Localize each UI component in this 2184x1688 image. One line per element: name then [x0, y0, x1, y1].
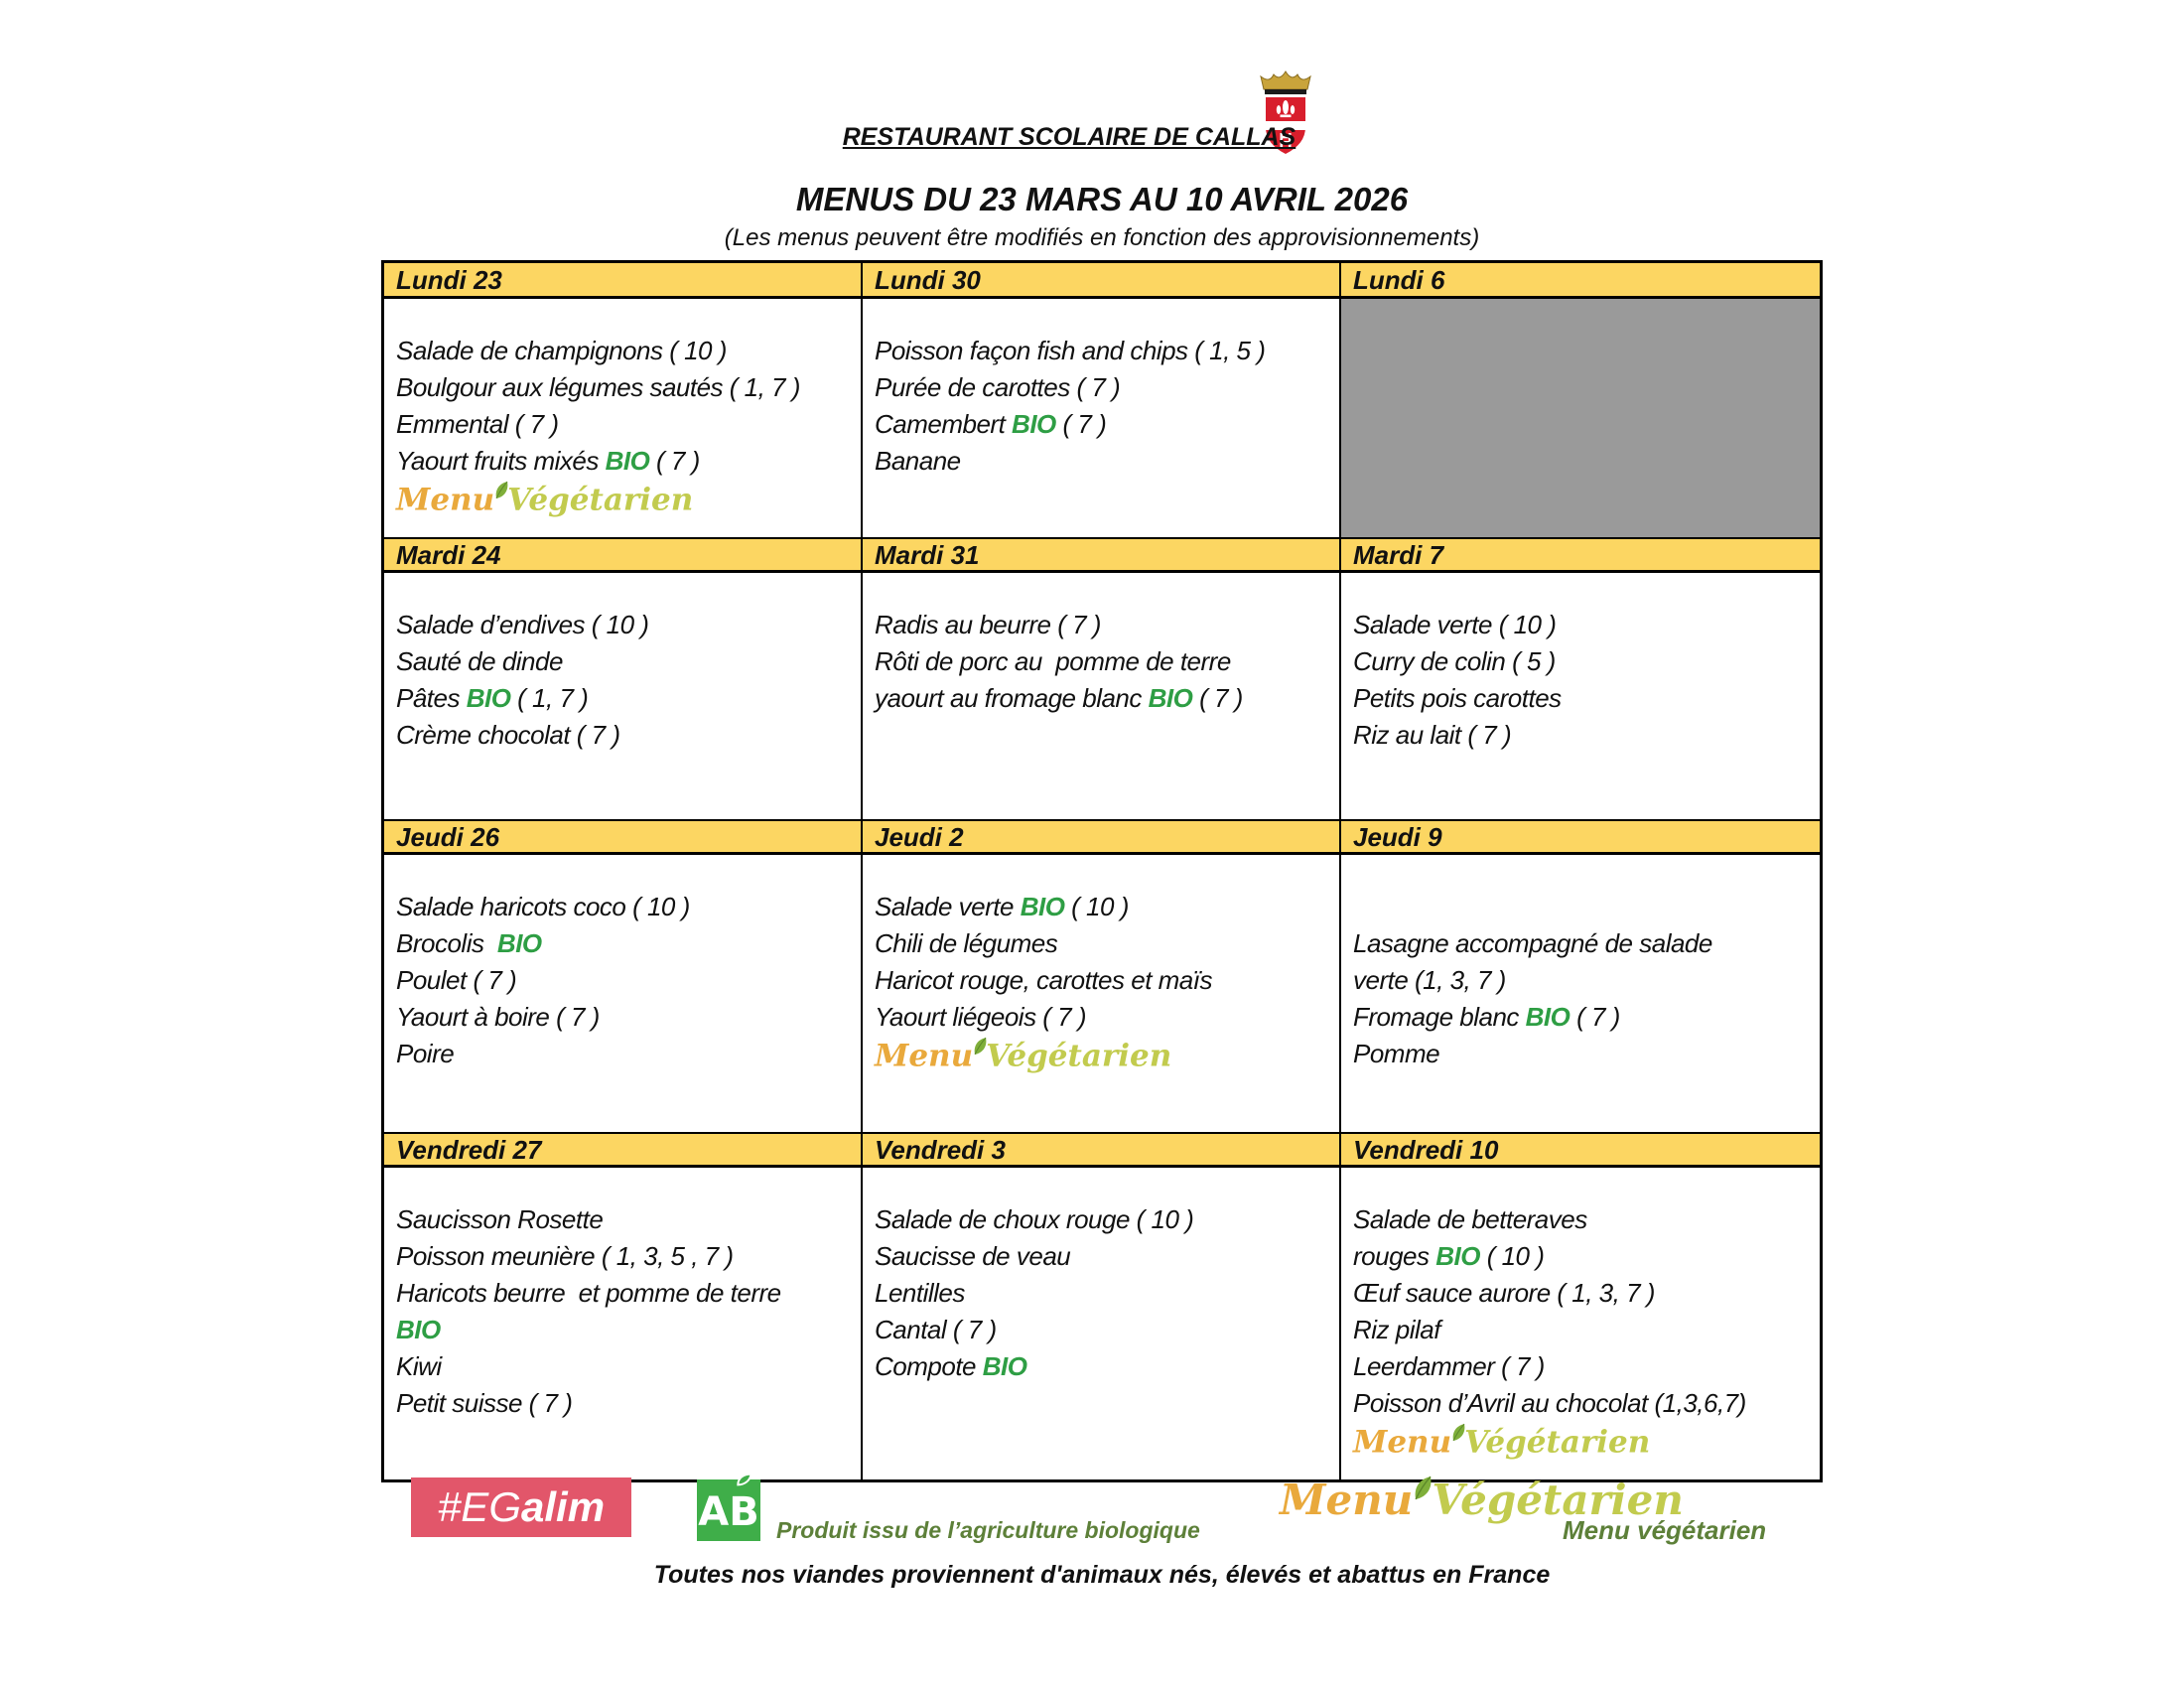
menu-cell — [1341, 573, 1820, 819]
menu-line: Riz pilaf — [1353, 1315, 1440, 1344]
veg-logo-word-menu: Menu — [1280, 1476, 1414, 1524]
bio-label: BIO — [1012, 409, 1056, 439]
meat-origin-note: Toutes nos viandes proviennent d'animaux nés, élevés et abattus en France — [653, 1561, 1551, 1589]
menu-line: Riz au lait ( 7 ) — [1353, 720, 1512, 750]
menu-cell-empty — [1341, 299, 1820, 537]
menu-line: Boulgour aux légumes sautés ( 1, 7 ) — [396, 372, 800, 402]
day-header: Vendredi 10 — [1341, 1132, 1820, 1168]
veg-legend-text: Menu végétarien — [1563, 1515, 1767, 1545]
menu-line: Yaourt à boire ( 7 ) — [396, 1002, 600, 1032]
menu-line: Œuf sauce aurore ( 1, 3, 7 ) — [1353, 1278, 1655, 1308]
menu-line: Rôti de porc au pomme de terre — [875, 646, 1231, 676]
menu-line: Chili de légumes — [875, 928, 1058, 958]
menu-line: Yaourt liégeois ( 7 ) — [875, 1002, 1087, 1032]
menu-line: Haricot rouge, carottes et maïs — [875, 965, 1212, 995]
menu-line: Brocolis BIO — [396, 928, 542, 958]
menu-line: Cantal ( 7 ) — [875, 1315, 997, 1344]
menu-line: Salade de choux rouge ( 10 ) — [875, 1204, 1194, 1234]
menu-line: yaourt au fromage blanc BIO ( 7 ) — [875, 683, 1243, 713]
menu-cell — [863, 855, 1341, 1132]
menu-line: Salade de betteraves — [1353, 1204, 1587, 1234]
egalim-logo-suffix: alim — [521, 1483, 606, 1530]
day-header: Lundi 23 — [384, 263, 863, 299]
day-header: Jeudi 2 — [863, 819, 1341, 855]
leaf-icon — [1410, 1475, 1436, 1501]
menu-line: Purée de carottes ( 7 ) — [875, 372, 1121, 402]
bio-label: BIO — [1148, 683, 1193, 713]
bio-legend-text: Produit issu de l’agriculture biologique — [776, 1517, 1200, 1543]
bio-label: BIO — [1525, 1002, 1570, 1032]
day-header: Lundi 30 — [863, 263, 1341, 299]
bio-label: BIO — [605, 446, 650, 476]
legend-row — [381, 1474, 1823, 1565]
menu-line: Poisson façon fish and chips ( 1, 5 ) — [875, 336, 1266, 365]
menu-line: Yaourt fruits mixés BIO ( 7 ) — [396, 446, 700, 476]
leaf-icon — [971, 1036, 991, 1055]
veg-logo-word-vegetarien: Végétarien — [507, 482, 694, 518]
menu-line: Pâtes BIO ( 1, 7 ) — [396, 683, 589, 713]
leaf-icon — [492, 480, 512, 499]
menu-line: Pomme — [1353, 1039, 1440, 1068]
menu-line: Salade verte BIO ( 10 ) — [875, 892, 1129, 921]
menu-cell — [1341, 1168, 1820, 1479]
menu-line: Crème chocolat ( 7 ) — [396, 720, 620, 750]
menu-line: Radis au beurre ( 7 ) — [875, 610, 1101, 639]
bio-label: BIO — [496, 928, 542, 958]
menu-line: Salade verte ( 10 ) — [1353, 610, 1557, 639]
menu-line: Leerdammer ( 7 ) — [1353, 1351, 1545, 1381]
leaf-icon — [1449, 1422, 1469, 1442]
menu-line: Haricots beurre et pomme de terre — [396, 1278, 781, 1308]
veg-logo-word-vegetarien: Végétarien — [1432, 1476, 1684, 1524]
bio-label: BIO — [982, 1351, 1027, 1381]
ab-bio-logo — [697, 1479, 760, 1541]
menu-line: Poisson d’Avril au chocolat (1,3,6,7) — [1353, 1388, 1746, 1418]
menu-cell — [863, 1168, 1341, 1479]
menu-line: verte (1, 3, 7 ) — [1353, 965, 1506, 995]
day-header: Lundi 6 — [1341, 263, 1820, 299]
day-header: Jeudi 9 — [1341, 819, 1820, 855]
menu-line: Salade d’endives ( 10 ) — [396, 610, 649, 639]
bio-label: BIO — [1020, 892, 1065, 921]
menu-line: Banane — [875, 446, 961, 476]
menu-cell — [863, 299, 1341, 537]
menu-line: Saucisson Rosette — [396, 1204, 604, 1234]
menu-line: Lentilles — [875, 1278, 965, 1308]
egalim-logo — [411, 1477, 631, 1537]
day-header: Mardi 31 — [863, 537, 1341, 573]
menu-line: Saucisse de veau — [875, 1241, 1071, 1271]
veg-logo-word-vegetarien: Végétarien — [986, 1038, 1172, 1074]
menu-cell — [384, 855, 863, 1132]
menu-line: Salade haricots coco ( 10 ) — [396, 892, 690, 921]
veg-logo-word-menu: Menu — [1353, 1424, 1452, 1461]
bio-label: BIO — [466, 683, 511, 713]
page-title: MENUS DU 23 MARS AU 10 AVRIL 2026 — [795, 181, 1409, 217]
egalim-logo-prefix: #EG — [437, 1483, 521, 1530]
menu-line: Salade de champignons ( 10 ) — [396, 336, 727, 365]
menu-line: Petit suisse ( 7 ) — [396, 1388, 573, 1418]
menu-line — [1353, 889, 1816, 925]
veg-logo-word-menu: Menu — [875, 1038, 974, 1074]
menu-line — [396, 1312, 857, 1348]
menu-table — [381, 260, 1823, 1482]
menu-line: rouges BIO ( 10 ) — [1353, 1241, 1545, 1271]
menu-cell — [1341, 855, 1820, 1132]
menu-cell — [384, 573, 863, 819]
menu-line: Fromage blanc BIO ( 7 ) — [1353, 1002, 1620, 1032]
menu-line: Poisson meunière ( 1, 3, 5 , 7 ) — [396, 1241, 734, 1271]
menu-vegetarien-logo — [1353, 1424, 1816, 1460]
bio-label: BIO — [1435, 1241, 1480, 1271]
menu-line: Lasagne accompagné de salade — [1353, 928, 1712, 958]
menu-line: Kiwi — [396, 1351, 442, 1381]
day-header: Jeudi 26 — [384, 819, 863, 855]
ab-logo-label: AB — [698, 1489, 759, 1535]
menu-cell — [384, 1168, 863, 1479]
veg-logo-word-menu: Menu — [396, 482, 495, 518]
bio-label: BIO — [396, 1315, 441, 1344]
menu-line: Poire — [396, 1039, 455, 1068]
day-header: Vendredi 3 — [863, 1132, 1341, 1168]
menu-line: Sauté de dinde — [396, 646, 563, 676]
ab-leaf-icon — [737, 1473, 752, 1486]
menu-line: Emmental ( 7 ) — [396, 409, 559, 439]
school-name: RESTAURANT SCOLAIRE DE CALLAS — [842, 123, 1297, 151]
menu-line: Camembert BIO ( 7 ) — [875, 409, 1107, 439]
menu-cell — [863, 573, 1341, 819]
menu-line: Petits pois carottes — [1353, 683, 1562, 713]
menu-vegetarien-logo — [875, 1038, 1335, 1073]
day-header: Mardi 7 — [1341, 537, 1820, 573]
veg-logo-word-vegetarien: Végétarien — [1464, 1424, 1651, 1461]
day-header: Mardi 24 — [384, 537, 863, 573]
menu-line: Compote BIO — [875, 1351, 1027, 1381]
page-subtitle: (Les menus peuvent être modifiés en fonction des approvisionnements) — [724, 224, 1480, 251]
menu-line: Curry de colin ( 5 ) — [1353, 646, 1556, 676]
menu-line: Poulet ( 7 ) — [396, 965, 517, 995]
menu-vegetarien-logo — [396, 482, 857, 517]
day-header: Vendredi 27 — [384, 1132, 863, 1168]
menu-cell — [384, 299, 863, 537]
